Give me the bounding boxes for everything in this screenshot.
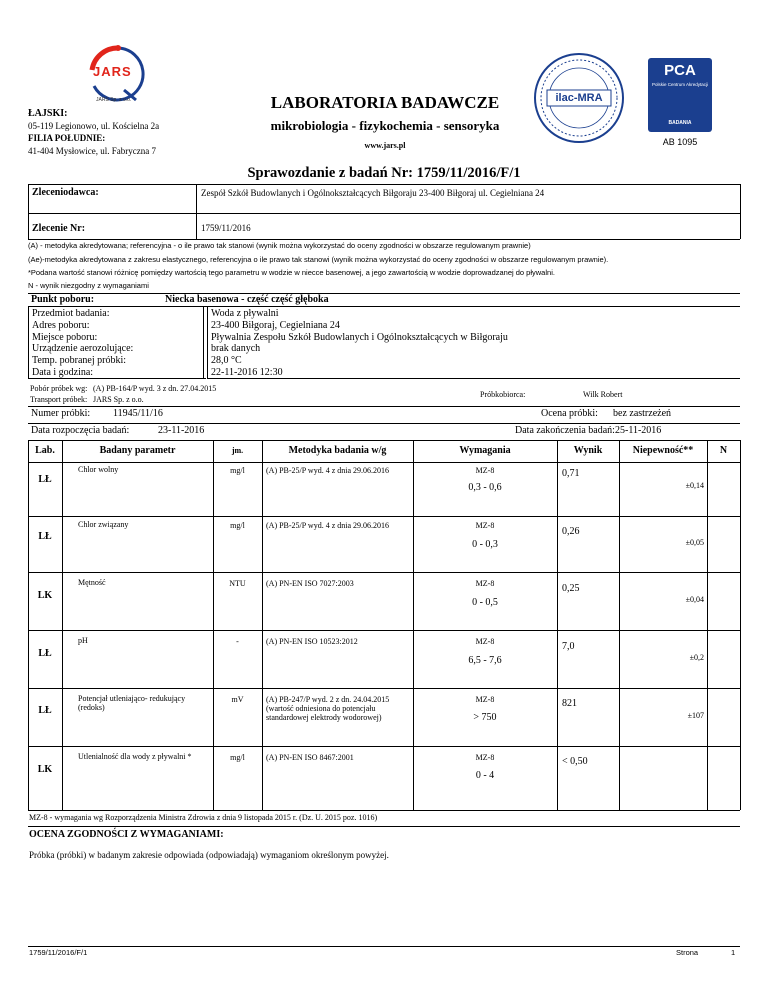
row1-req-code: MZ-8 — [475, 466, 495, 475]
row6-method: (A) PN-EN ISO 8467:2001 — [266, 753, 354, 762]
row5-lab: LŁ — [38, 705, 52, 716]
sample-right-values — [211, 308, 508, 379]
col-unit: jm. — [231, 446, 244, 455]
row4-req-code: MZ-8 — [475, 637, 495, 646]
row4-uncertainty: ±0,2 — [689, 653, 704, 662]
ilac-text: ilac-MRA — [555, 92, 603, 104]
row6-param: Utlenialność dla wody z pływalni * — [78, 752, 192, 761]
row6-unit: mg/l — [230, 753, 245, 762]
value-address: 23-400 Biłgoraj, Cegielniana 24 — [211, 319, 340, 331]
label-datetime: Data i godzina: — [32, 366, 94, 378]
value-subject: Woda z pływalni — [211, 308, 279, 319]
value-temp: 28,0 °C — [211, 355, 242, 367]
page-footer-number: 1 — [731, 948, 736, 957]
col-result: Wynik — [573, 445, 603, 456]
sample-no-label: Numer próbki: — [31, 408, 91, 419]
pca-text: PCA — [664, 62, 696, 79]
label-temp: Temp. pobranej próbki: — [32, 355, 126, 367]
row5-req-range: > 750 — [473, 712, 497, 723]
row6-req-code: MZ-8 — [475, 753, 495, 762]
collection-value: (A) PB-164/P wyd. 3 z dn. 27.04.2015 — [93, 384, 217, 393]
client-label: Zleceniodawca: — [32, 187, 99, 198]
row4-unit: - — [236, 637, 239, 646]
row1-uncertainty: ±0,14 — [685, 481, 704, 490]
row5-method: (A) PB-247/P wyd. 2 z dn. 24.04.2015 (wartość odniesiona do potencjału standardowej elektrody wodorowej) — [266, 695, 390, 722]
conformity-title: OCENA ZGODNOŚCI Z WYMAGANIAMI: — [29, 829, 224, 840]
sampler-value: Wilk Robert — [583, 390, 623, 399]
row3-uncertainty: ±0,04 — [685, 595, 704, 604]
note-3: *Podana wartość stanowi różnicę pomiędzy wartością tego parametru w wodzie w niecce basenowej, a jego zawartością w wodzie doprowadzanej do pływalni. — [28, 268, 555, 277]
note-4: N - wynik niezgodny z wymaganiami — [28, 281, 149, 290]
row5-req-code: MZ-8 — [475, 695, 495, 704]
col-param: Badany parametr — [99, 445, 176, 456]
col-requirements: Wymagania — [459, 445, 511, 456]
page-footer-label: Strona — [676, 948, 699, 957]
value-place: Pływalnia Zespołu Szkół Budowlanych i Ogólnokształcących w Biłgoraju — [211, 331, 508, 343]
row1-param: Chlor wolny — [78, 465, 119, 474]
sampling-point-value: Niecka basenowa - część część głęboka — [165, 294, 329, 305]
left-label: ŁAJSKI: — [28, 108, 68, 119]
row3-req-range: 0 - 0,5 — [472, 597, 498, 608]
row2-unit: mg/l — [230, 521, 245, 530]
row4-param: pH — [78, 636, 88, 645]
rating-label: Ocena próbki: — [541, 408, 598, 419]
col-uncertainty: Niepewność** — [632, 445, 694, 456]
col-method: Metodyka badania w/g — [288, 445, 387, 456]
row5-unit: mV — [231, 695, 244, 704]
note-2: (Ae)-metodyka akredytowana z zakresu elastycznego, referencyjna o ile prawo tak stanowi (wynik można wykorzystać do oceny zgodności w obszarze regulowanym prawnie). — [28, 255, 609, 264]
left-address: 05-119 Legionowo, ul. Kościelna 2a — [28, 121, 160, 131]
row2-uncertainty: ±0,05 — [685, 538, 704, 547]
row4-lab: LŁ — [38, 648, 52, 659]
pca-badge-label: BADANIA — [668, 120, 692, 126]
end-date-value: 25-11-2016 — [615, 425, 662, 436]
order-value: 1759/11/2016 — [201, 223, 251, 233]
sample-left-labels — [32, 308, 133, 379]
row2-req-range: 0 - 0,3 — [472, 539, 498, 550]
row2-lab: LŁ — [38, 531, 52, 542]
row3-result: 0,25 — [562, 583, 580, 594]
col-n: N — [719, 445, 728, 456]
branch-address: 41-404 Mysłowice, ul. Fabryczna 7 — [28, 146, 156, 156]
row1-result: 0,71 — [562, 468, 580, 479]
row3-method: (A) PN-EN ISO 7027:2003 — [266, 579, 354, 588]
row3-param: Mętność — [78, 578, 106, 587]
branch-label: FILIA POŁUDNIE: — [28, 133, 106, 143]
row6-result: < 0,50 — [562, 756, 588, 767]
row6-req-range: 0 - 4 — [475, 770, 495, 781]
row5-param: Potencjał utleniająco- redukujący (redoks) — [78, 694, 186, 712]
logo-subtext: JARS Sp. z o.o. — [96, 97, 132, 103]
row1-req-range: 0,3 - 0,6 — [468, 482, 502, 493]
label-aerosol: Urządzenie aerozolujące: — [32, 343, 134, 355]
row1-unit: mg/l — [230, 466, 245, 475]
row4-result: 7,0 — [562, 641, 575, 652]
row2-param: Chlor związany — [78, 520, 129, 529]
row4-req-range: 6,5 - 7,6 — [468, 655, 502, 666]
lab-subtitle: mikrobiologia - fizykochemia - sensoryka — [270, 118, 500, 133]
label-subject: Przedmiot badania: — [32, 308, 110, 319]
label-address: Adres poboru: — [32, 319, 90, 331]
transport-value: JARS Sp. z o.o. — [93, 395, 144, 404]
end-date-label: Data zakończenia badań: — [515, 425, 615, 436]
page-footer-ref: 1759/11/2016/F/1 — [29, 948, 88, 957]
conformity-text: Próbka (próbki) w badanym zakresie odpowiada (odpowiadają) wymaganiom określonym powyżej. — [29, 850, 389, 860]
sampling-point-label: Punkt poboru: — [31, 294, 95, 305]
row3-unit: NTU — [229, 579, 246, 588]
collection-label: Pobór próbek wg: — [30, 384, 88, 393]
row1-method: (A) PB-25/P wyd. 4 z dnia 29.06.2016 — [266, 466, 390, 475]
value-datetime: 22-11-2016 12:30 — [211, 366, 283, 378]
row6-lab: LK — [37, 764, 53, 775]
row3-req-code: MZ-8 — [475, 579, 495, 588]
row4-method: (A) PN-EN ISO 10523:2012 — [266, 637, 358, 646]
label-place: Miejsce poboru: — [32, 331, 98, 343]
row1-lab: LŁ — [38, 474, 52, 485]
sample-no-value: 11945/11/16 — [113, 408, 163, 419]
row3-lab: LK — [37, 590, 53, 601]
value-aerosol: brak danych — [211, 343, 261, 355]
start-date-value: 23-11-2016 — [158, 425, 205, 436]
transport-label: Transport próbek: — [30, 395, 88, 404]
row5-uncertainty: ±107 — [687, 711, 704, 720]
row2-method: (A) PB-25/P wyd. 4 z dnia 29.06.2016 — [266, 521, 390, 530]
report-title: Sprawozdanie z badań Nr: 1759/11/2016/F/1 — [247, 165, 521, 181]
footer-note: MZ-8 - wymagania wg Rozporządzenia Ministra Zdrowia z dnia 9 listopada 2015 r. (Dz. U. 2015 poz. 1016) — [29, 813, 378, 822]
row2-result: 0,26 — [562, 526, 580, 537]
row2-req-code: MZ-8 — [475, 521, 495, 530]
col-lab: Lab. — [35, 445, 55, 456]
website: www.jars.pl — [364, 141, 406, 150]
pca-subtext: Polskie Centrum Akredytacji — [651, 82, 709, 87]
logo-text: JARS — [93, 64, 132, 79]
start-date-label: Data rozpoczęcia badań: — [31, 425, 130, 436]
lab-title: LABORATORIA BADAWCZE — [270, 93, 500, 112]
order-label: Zlecenie Nr: — [32, 223, 86, 234]
sampler-label: Próbkobiorca: — [480, 390, 526, 399]
client-value: Zespół Szkół Budowlanych i Ogólnokształcących Biłgoraju 23-400 Biłgoraj ul. Cegielniana 24 — [201, 188, 545, 198]
accreditation-no: AB 1095 — [662, 137, 698, 147]
note-1: (A) - metodyka akredytowana; referencyjna - o ile prawo tak stanowi (wynik można wykorzystać do oceny zgodności w obszarze regulowanym prawnie) — [28, 241, 531, 250]
rating-value: bez zastrzeżeń — [613, 408, 672, 419]
row5-result: 821 — [562, 698, 577, 709]
